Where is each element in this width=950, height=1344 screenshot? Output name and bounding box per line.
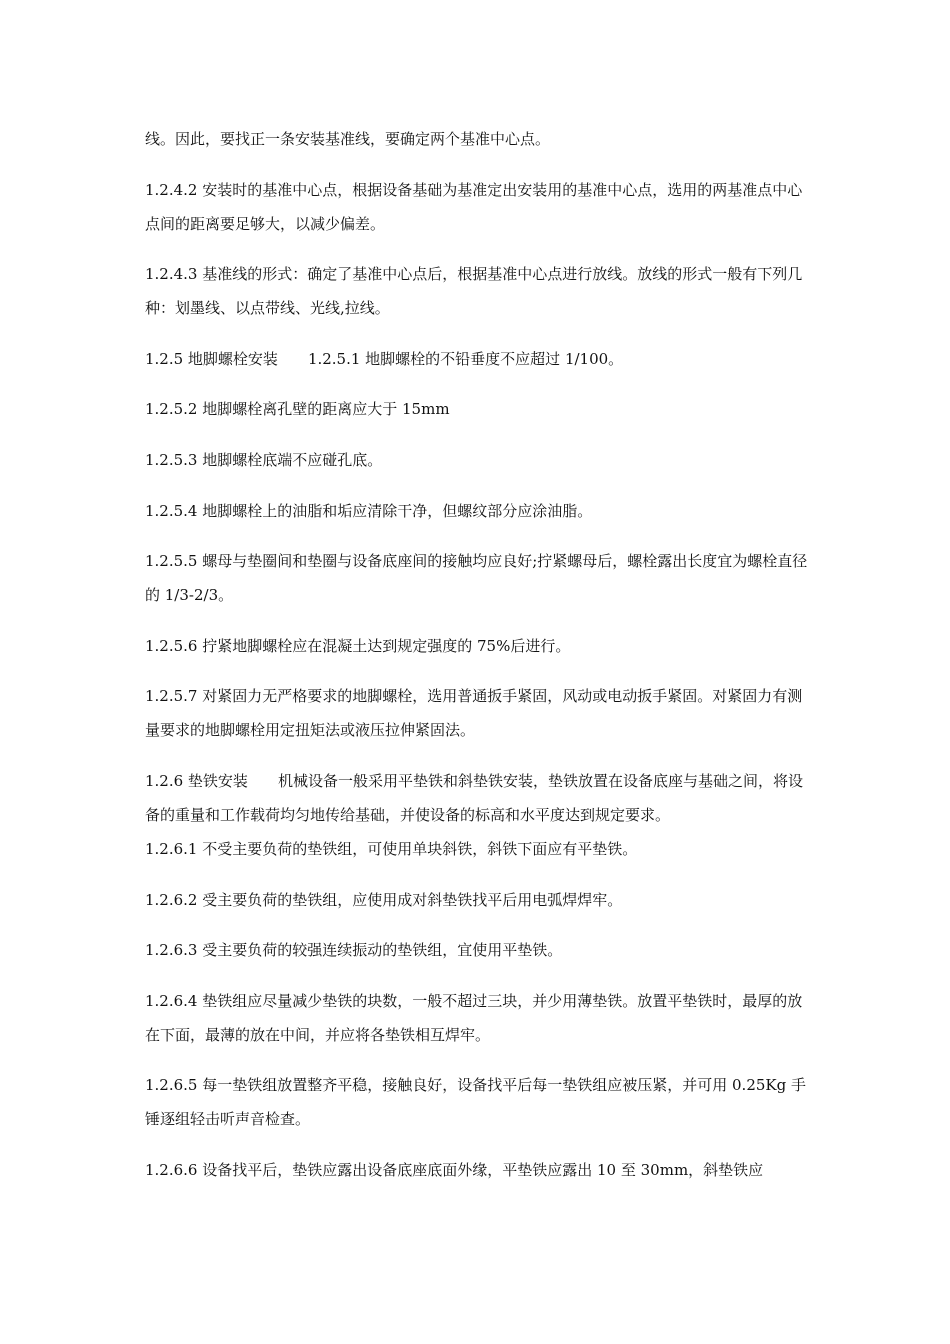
paragraph-1-2-4-2: 1.2.4.2 安装时的基准中心点，根据设备基础为基准定出安装用的基准中心点，选用的两基准点中心点间的距离要足够大，以减少偏差。	[145, 180, 803, 233]
section-heading-1-2-5: 1.2.5 地脚螺栓安装	[145, 349, 278, 368]
section-heading-1-2-6: 1.2.6 垫铁安装	[145, 771, 248, 790]
paragraph-1-2-4-3: 1.2.4.3 基准线的形式：确定了基准中心点后，根据基准中心点进行放线。放线的形式一般有下列几种：划墨线、以点带线、光线,拉线。	[145, 265, 803, 318]
paragraph-1-2-5-3: 1.2.5.3 地脚螺栓底端不应碰孔底。	[145, 450, 383, 469]
paragraph-1-2-6-intro: 机械设备一般采用平垫铁和斜垫铁安装，垫铁放置在设备底座与基础之间，将设备的重量和工作载荷均匀地传给基础，并使设备的标高和水平度达到规定要求。	[145, 771, 803, 824]
paragraph-1-2-5-4: 1.2.5.4 地脚螺栓上的油脂和垢应清除干净，但螺纹部分应涂油脂。	[145, 501, 593, 520]
paragraph-baseline-continuation: 线。因此，要找正一条安装基准线，要确定两个基准中心点。	[145, 130, 551, 148]
paragraph-1-2-6-2: 1.2.6.2 受主要负荷的垫铁组，应使用成对斜垫铁找平后用电弧焊焊牢。	[145, 890, 623, 909]
paragraph-1-2-5-5: 1.2.5.5 螺母与垫圈间和垫圈与设备底座间的接触均应良好;拧紧螺母后，螺栓露出长度宜为螺栓直径的 1/3-2/3。	[145, 552, 808, 605]
paragraph-1-2-6-5: 1.2.6.5 每一垫铁组放置整齐平稳，接触良好，设备找平后每一垫铁组应被压紧，并可用 0.25Kg 手锤逐组轻击听声音检查。	[145, 1076, 806, 1129]
paragraph-1-2-6	[145, 764, 810, 832]
paragraph-1-2-6-1: 1.2.6.1 不受主要负荷的垫铁组，可使用单块斜铁，斜铁下面应有平垫铁。	[145, 839, 638, 858]
paragraph-1-2-5-6: 1.2.5.6 拧紧地脚螺栓应在混凝土达到规定强度的 75%后进行。	[145, 636, 571, 655]
document-body	[145, 122, 810, 1204]
paragraph-1-2-6-6: 1.2.6.6 设备找平后，垫铁应露出设备底座底面外缘，平垫铁应露出 10 至 30mm，斜垫铁应	[145, 1160, 764, 1179]
paragraph-1-2-5	[145, 342, 810, 376]
paragraph-1-2-5-7: 1.2.5.7 对紧固力无严格要求的地脚螺栓，选用普通扳手紧固，风动或电动扳手紧固。对紧固力有测量要求的地脚螺栓用定扭矩法或液压拉伸紧固法。	[145, 687, 803, 740]
paragraph-1-2-5-1: 1.2.5.1 地脚螺栓的不铅垂度不应超过 1/100。	[307, 349, 624, 368]
paragraph-1-2-6-3: 1.2.6.3 受主要负荷的较强连续振动的垫铁组，宜使用平垫铁。	[145, 941, 563, 960]
paragraph-1-2-5-2: 1.2.5.2 地脚螺栓离孔壁的距离应大于 15mm	[145, 400, 450, 419]
paragraph-1-2-6-4: 1.2.6.4 垫铁组应尽量减少垫铁的块数，一般不超过三块，并少用薄垫铁。放置平垫铁时，最厚的放在下面，最薄的放在中间，并应将各垫铁相互焊牢。	[145, 991, 803, 1044]
